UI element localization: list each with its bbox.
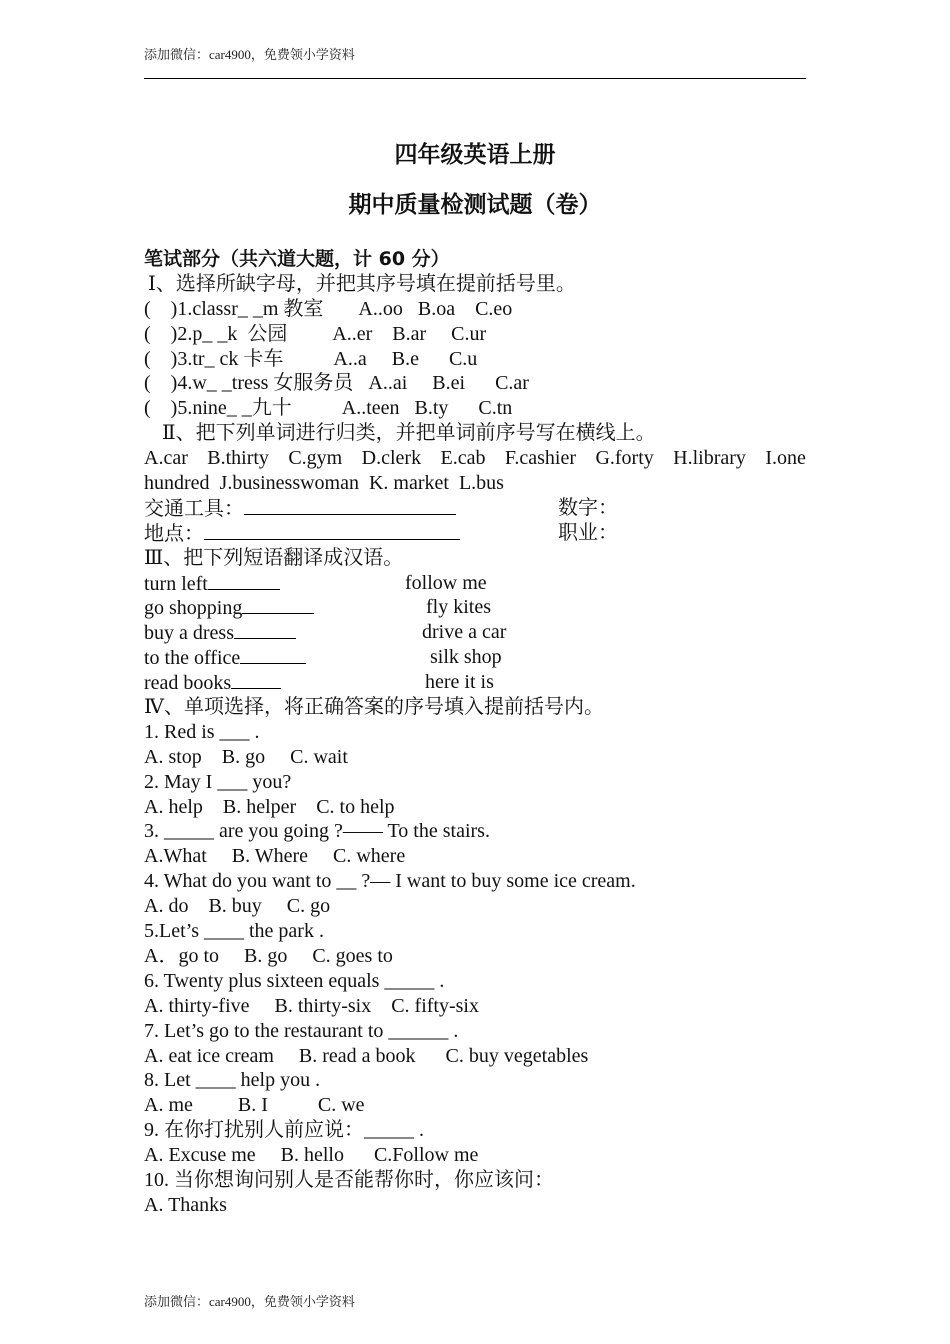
phrase: go shopping [144,597,243,620]
s2-words-line-1 [144,446,806,471]
word: H.library [673,447,746,470]
phrase: buy a dress [144,622,234,645]
question-line: 7. Let’s go to the restaurant to ______ . [144,1019,459,1042]
answer-line[interactable] [240,645,306,664]
question-line: 4. What do you want to __ ?— I want to buy some ice cream. [144,870,636,893]
option-line: A. help B. helper C. to help [144,795,395,818]
word: A.car [144,447,188,470]
question-line: 8. Let ____ help you . [144,1069,321,1092]
s1-item: ( )1.classr_ _m 教室 A..oo B.oa C.eo [144,297,513,320]
page-footer-note: 添加微信：car4900，免费领小学资料 [144,1294,355,1309]
phrase: fly kites [426,596,491,619]
s1-item: ( )3.tr_ ck 卡车 A..a B.e C.u [144,347,478,370]
category-job: 职业： [558,521,618,544]
phrase: turn left [144,572,208,595]
word: D.clerk [361,447,422,470]
exam-body [144,247,806,1218]
question-line: 5.Let’s ____ the park . [144,920,324,943]
answer-line[interactable] [204,521,460,540]
answer-line[interactable] [234,620,296,639]
answer-line[interactable] [244,496,456,515]
question-line: 2. May I ___ you? [144,770,292,793]
word: F.cashier [504,447,577,470]
category-place: 地点： [144,522,204,545]
option-line: A. do B. buy C. go [144,895,331,918]
option-line: A. Thanks [144,1193,227,1216]
phrase: follow me [405,571,487,594]
written-section-heading: 笔试部分（共六道大题，计 60 分） [144,248,450,270]
phrase: to the office [144,647,241,670]
s2-words-line-2: hundred J.businesswoman K. market L.bus [144,472,504,495]
question-line: 9. 在你打扰别人前应说：_____ . [144,1119,424,1142]
question-line: 6. Twenty plus sixteen equals _____ . [144,969,445,992]
question-line: 10. 当你想询问别人是否能帮你时，你应该问： [144,1168,554,1191]
s1-item: ( )5.nine_ _九十 A..teen B.ty C.tn [144,397,513,420]
word: B.thirty [207,447,269,470]
section-1-heading: Ⅰ、选择所缺字母，并把其序号填在提前括号里。 [148,272,576,295]
question-line: 3. _____ are you going ?—— To the stairs. [144,820,490,843]
option-line: A. Excuse me B. hello C.Follow me [144,1144,479,1167]
question-line: 1. Red is ___ . [144,720,260,743]
word: G.forty [595,447,654,470]
phrase: read books [144,672,232,695]
answer-line[interactable] [208,571,280,590]
s2-category-row-1 [144,496,806,521]
s2-category-row-2 [144,521,806,546]
option-line: A. stop B. go C. wait [144,745,348,768]
option-line: A. me B. I C. we [144,1094,365,1117]
word: E.cab [440,447,486,470]
title-line-2: 期中质量检测试题（卷） [348,192,602,218]
section-1-items [144,297,806,421]
word: I.one [765,447,806,470]
option-line: A. thirty-five B. thirty-six C. fifty-six [144,994,479,1017]
phrase: drive a car [422,621,507,644]
option-line: A.What B. Where C. where [144,845,406,868]
answer-line[interactable] [242,595,314,614]
s3-row [144,620,806,645]
section-2-heading: Ⅱ、把下列单词进行归类，并把单词前序号写在横线上。 [162,422,656,445]
word: C.gym [288,447,343,470]
page-header-note: 添加微信：car4900，免费领小学资料 [144,47,355,62]
s3-row [144,595,806,620]
s3-row [144,645,806,670]
section-4-questions [144,720,806,1218]
category-transport: 交通工具： [144,497,244,520]
section-4-heading: Ⅳ、单项选择，将正确答案的序号填入提前括号内。 [144,696,604,719]
phrase: silk shop [430,646,502,669]
section-3-heading: Ⅲ、把下列短语翻译成汉语。 [144,546,404,569]
title-line-1: 四年级英语上册 [394,142,556,168]
s3-row [144,571,806,596]
header-rule [144,78,806,79]
s3-row [144,670,806,695]
phrase: here it is [425,671,494,694]
s1-item: ( )4.w_ _tress 女服务员 A..ai B.ei C.ar [144,372,529,395]
option-line: A. eat ice cream B. read a book C. buy vegetables [144,1044,589,1067]
s1-item: ( )2.p_ _k 公园 A..er B.ar C.ur [144,322,487,345]
answer-line[interactable] [231,670,281,689]
option-line: A．go to B. go C. goes to [144,944,393,967]
category-number: 数字： [558,496,618,519]
